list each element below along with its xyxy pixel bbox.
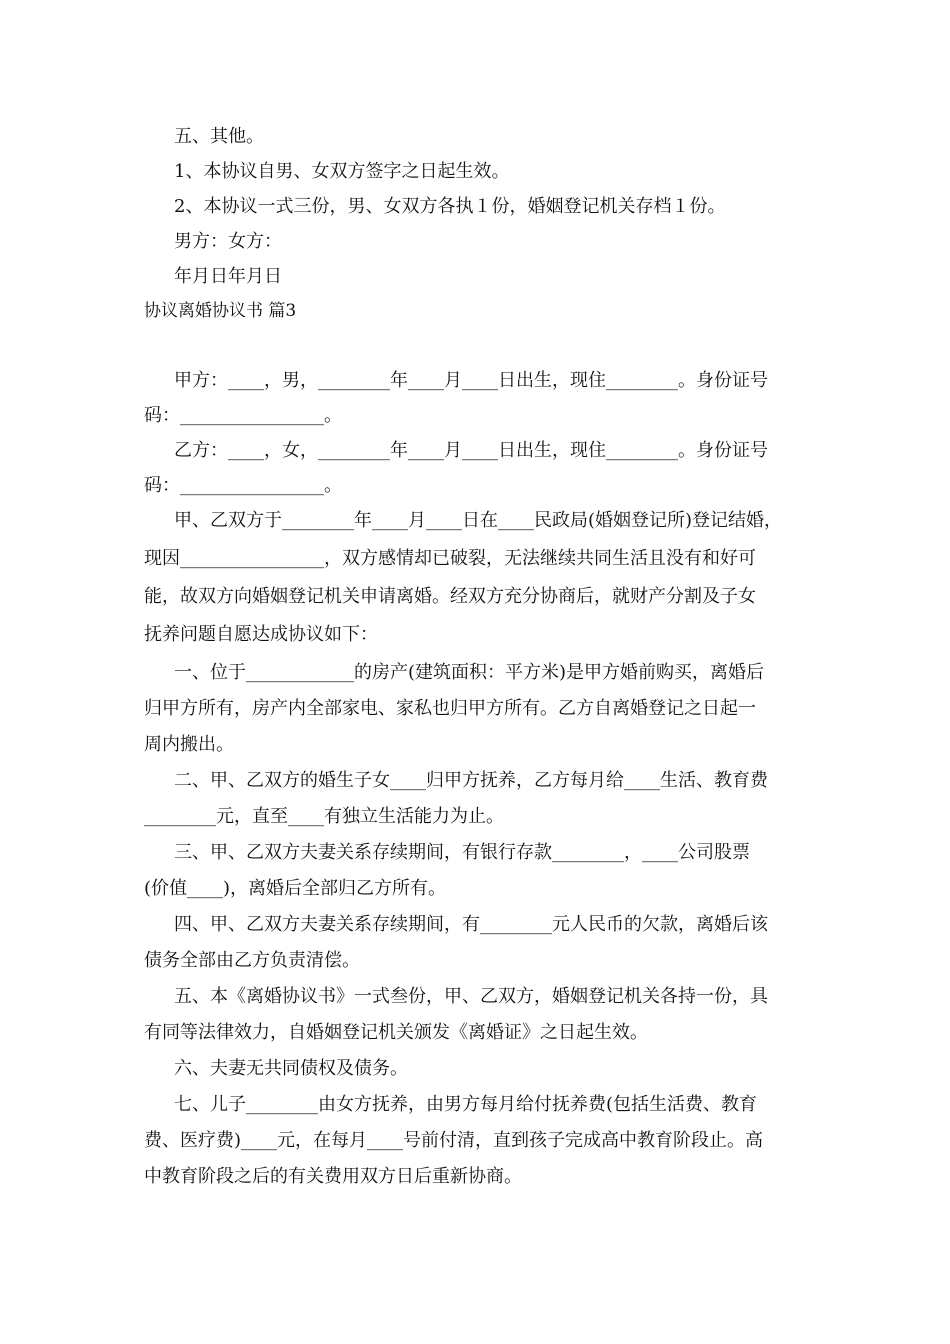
paragraph-line: 乙方：____，女，________年____月____日出生，现住________。身份证号 [174, 440, 768, 461]
paragraph-line: ________元，直至____有独立生活能力为止。 [144, 806, 504, 827]
signature-line: 男方：女方： [174, 231, 282, 252]
paragraph-line: 甲方：____，男，________年____月____日出生，现住________。身份证号 [174, 370, 768, 391]
paragraph-line: 甲、乙双方于________年____月____日在____民政局(婚姻登记所)登记结婚， [174, 510, 783, 531]
paragraph-line: (价值____)，离婚后全部归乙方所有。 [144, 878, 447, 899]
paragraph-line: 二、甲、乙双方的婚生子女____归甲方抚养，乙方每月给____生活、教育费 [174, 770, 768, 791]
paragraph-line: 一、位于____________的房产(建筑面积：平方米)是甲方婚前购买，离婚后 [174, 662, 765, 683]
paragraph-line: 码：________________。 [144, 475, 342, 496]
article-3-heading: 协议离婚协议书 篇3 [144, 301, 297, 321]
paragraph-line: 码：________________。 [144, 405, 342, 426]
paragraph-line: 五、本《离婚协议书》一式叁份，甲、乙双方，婚姻登记机关各持一份，具 [174, 986, 768, 1007]
paragraph-line: 能，故双方向婚姻登记机关申请离婚。经双方充分协商后，就财产分割及子女 [144, 586, 756, 607]
paragraph-line: 中教育阶段之后的有关费用双方日后重新协商。 [144, 1166, 522, 1187]
section-five-item-1: 1、本协议自男、女双方签字之日起生效。 [174, 161, 510, 182]
paragraph-line: 费、医疗费)____元，在每月____号前付清，直到孩子完成高中教育阶段止。高 [144, 1130, 764, 1151]
paragraph-line: 现因________________，双方感情却已破裂，无法继续共同生活且没有和好可 [144, 548, 756, 569]
section-five-title: 五、其他。 [174, 126, 264, 147]
paragraph-line: 三、甲、乙双方夫妻关系存续期间，有银行存款________，____公司股票 [174, 842, 750, 863]
paragraph-line: 抚养问题自愿达成协议如下： [144, 624, 378, 645]
paragraph-line: 周内搬出。 [144, 734, 234, 755]
paragraph-line: 七、儿子________由女方抚养，由男方每月给付抚养费(包括生活费、教育 [174, 1094, 758, 1115]
section-five-item-2: 2、本协议一式三份，男、女双方各执１份，婚姻登记机关存档１份。 [174, 196, 726, 217]
date-line: 年月日年月日 [174, 266, 282, 287]
paragraph-line: 归甲方所有，房产内全部家电、家私也归甲方所有。乙方自离婚登记之日起一 [144, 698, 756, 719]
paragraph-line: 六、夫妻无共同债权及债务。 [174, 1058, 408, 1079]
paragraph-line: 债务全部由乙方负责清偿。 [144, 950, 360, 971]
paragraph-line: 有同等法律效力，自婚姻登记机关颁发《离婚证》之日起生效。 [144, 1022, 648, 1043]
paragraph-line: 四、甲、乙双方夫妻关系存续期间，有________元人民币的欠款，离婚后该 [174, 914, 768, 935]
